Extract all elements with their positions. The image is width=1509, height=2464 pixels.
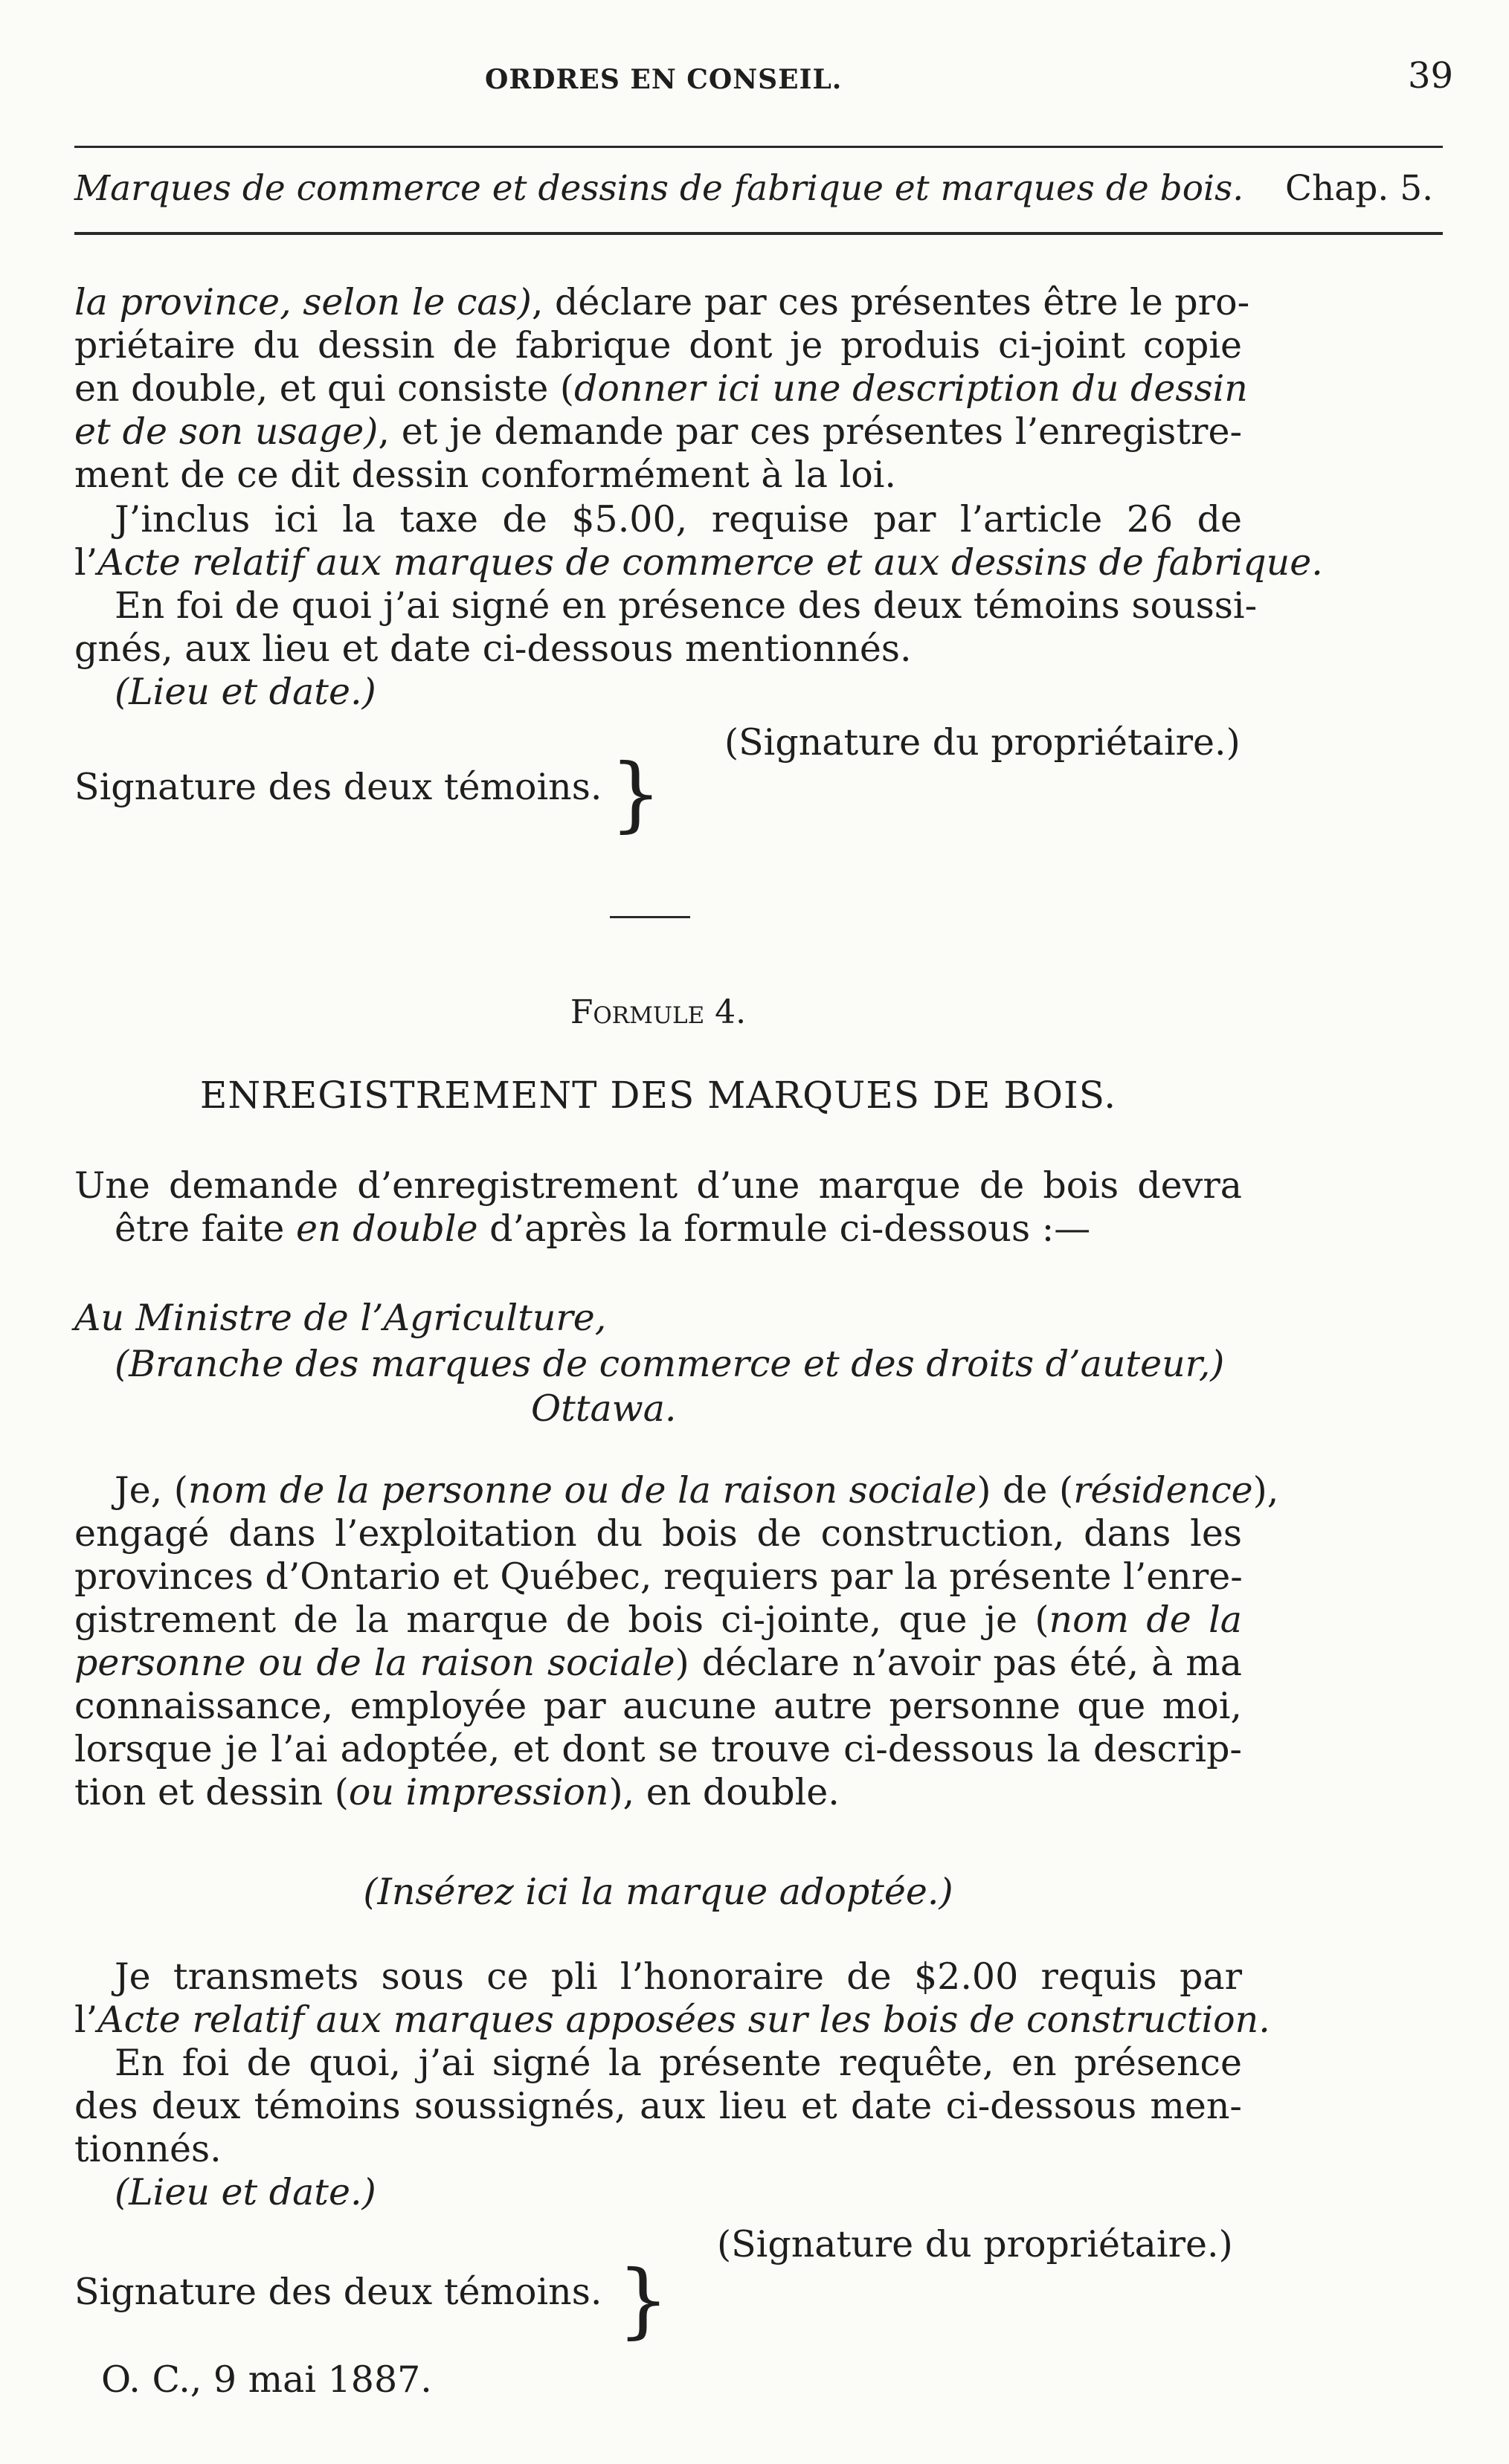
text-line: lorsque je l’ai adoptée, et dont se trouve ci-dessous la descrip- <box>74 1728 1242 1770</box>
text-line: Je transmets sous ce pli l’honoraire de $2.00 requis par <box>115 1955 1242 1998</box>
page-header-title: ORDRES EN CONSEIL. <box>485 64 843 95</box>
address-minister: Au Ministre de l’Agriculture, <box>74 1297 607 1339</box>
closing-paragraph <box>74 2042 1242 2171</box>
witnesses-signature-label-2: Signature des deux témoins. <box>74 2271 602 2313</box>
address-city: Ottawa. <box>531 1387 677 1430</box>
text-line: en double, et qui consiste (donner ici une description du dessin <box>74 367 1248 410</box>
place-date-label-2: (Lieu et date.) <box>115 2171 376 2213</box>
owner-signature-label-2: (Signature du propriétaire.) <box>717 2223 1233 2265</box>
attestation-paragraph <box>74 584 1258 671</box>
fee-paragraph <box>74 498 1323 584</box>
section-heading: ENREGISTREMENT DES MARQUES DE BOIS. <box>199 1074 1117 1117</box>
continued-paragraph <box>74 281 1250 497</box>
fee-transmittal-paragraph <box>74 1955 1270 2042</box>
text-line: l’Acte relatif aux marques apposées sur les bois de construction. <box>74 1999 1270 2041</box>
text-line: priétaire du dessin de fabrique dont je produis ci-joint copie <box>74 324 1242 367</box>
text-line: gnés, aux lieu et date ci-dessous mentionnés. <box>74 628 912 670</box>
chapter-label: Chap. 5. <box>1285 168 1434 209</box>
text-line: des deux témoins soussignés, aux lieu et date ci-dessous men- <box>74 2085 1242 2127</box>
text-line: la province, selon le cas), déclare par ces présentes être le pro- <box>74 281 1250 323</box>
header-rule <box>74 146 1443 148</box>
witnesses-signature-label: Signature des deux témoins. <box>74 766 602 808</box>
text-line: engagé dans l’exploitation du bois de construction, dans les <box>74 1512 1242 1555</box>
brace-icon: } <box>610 746 662 841</box>
intro-paragraph <box>74 1164 1242 1251</box>
running-title: Marques de commerce et dessins de fabrique et marques de bois. <box>74 168 1244 209</box>
section-divider <box>610 916 690 918</box>
title-rule <box>74 232 1443 235</box>
insert-mark-note: (Insérez ici la marque adoptée.) <box>363 1871 953 1913</box>
text-line: l’Acte relatif aux marques de commerce et aux dessins de fabrique. <box>74 541 1323 584</box>
text-line: et de son usage), et je demande par ces présentes l’enregistre- <box>74 410 1242 453</box>
page-number: 39 <box>1408 55 1454 97</box>
text-line: En foi de quoi, j’ai signé la présente requête, en présence <box>115 2042 1242 2084</box>
place-date-label: (Lieu et date.) <box>115 671 376 713</box>
text-line: tionnés. <box>74 2128 222 2170</box>
address-branch: (Branche des marques de commerce et des droits d’auteur,) <box>115 1343 1225 1385</box>
text-line: Je, (nom de la personne ou de la raison sociale) de (résidence), <box>115 1469 1279 1512</box>
text-line: Une demande d’enregistrement d’une marque de bois devra <box>74 1164 1242 1207</box>
text-line: personne ou de la raison sociale) déclare n’avoir pas été, à ma <box>74 1642 1242 1684</box>
text-line: connaissance, employée par aucune autre personne que moi, <box>74 1685 1242 1727</box>
text-line: ment de ce dit dessin conformément à la loi. <box>74 454 896 496</box>
text-line: En foi de quoi j’ai signé en présence des deux témoins soussi- <box>115 584 1258 627</box>
text-line: gistrement de la marque de bois ci-jointe, que je (nom de la <box>74 1599 1242 1641</box>
order-date: O. C., 9 mai 1887. <box>101 2358 432 2401</box>
text-line: provinces d’Ontario et Québec, requiers par la présente l’enre- <box>74 1555 1243 1598</box>
owner-signature-label: (Signature du propriétaire.) <box>724 721 1241 764</box>
text-line: être faite en double d’après la formule ci-dessous :— <box>115 1207 1091 1250</box>
text-line: J’inclus ici la taxe de $5.00, requise par l’article 26 de <box>115 498 1242 541</box>
text-line: tion et dessin (ou impression), en double. <box>74 1771 840 1813</box>
declaration-paragraph <box>74 1469 1279 1814</box>
brace-icon: } <box>617 2252 669 2347</box>
formule-label: Formule 4. <box>570 993 747 1031</box>
